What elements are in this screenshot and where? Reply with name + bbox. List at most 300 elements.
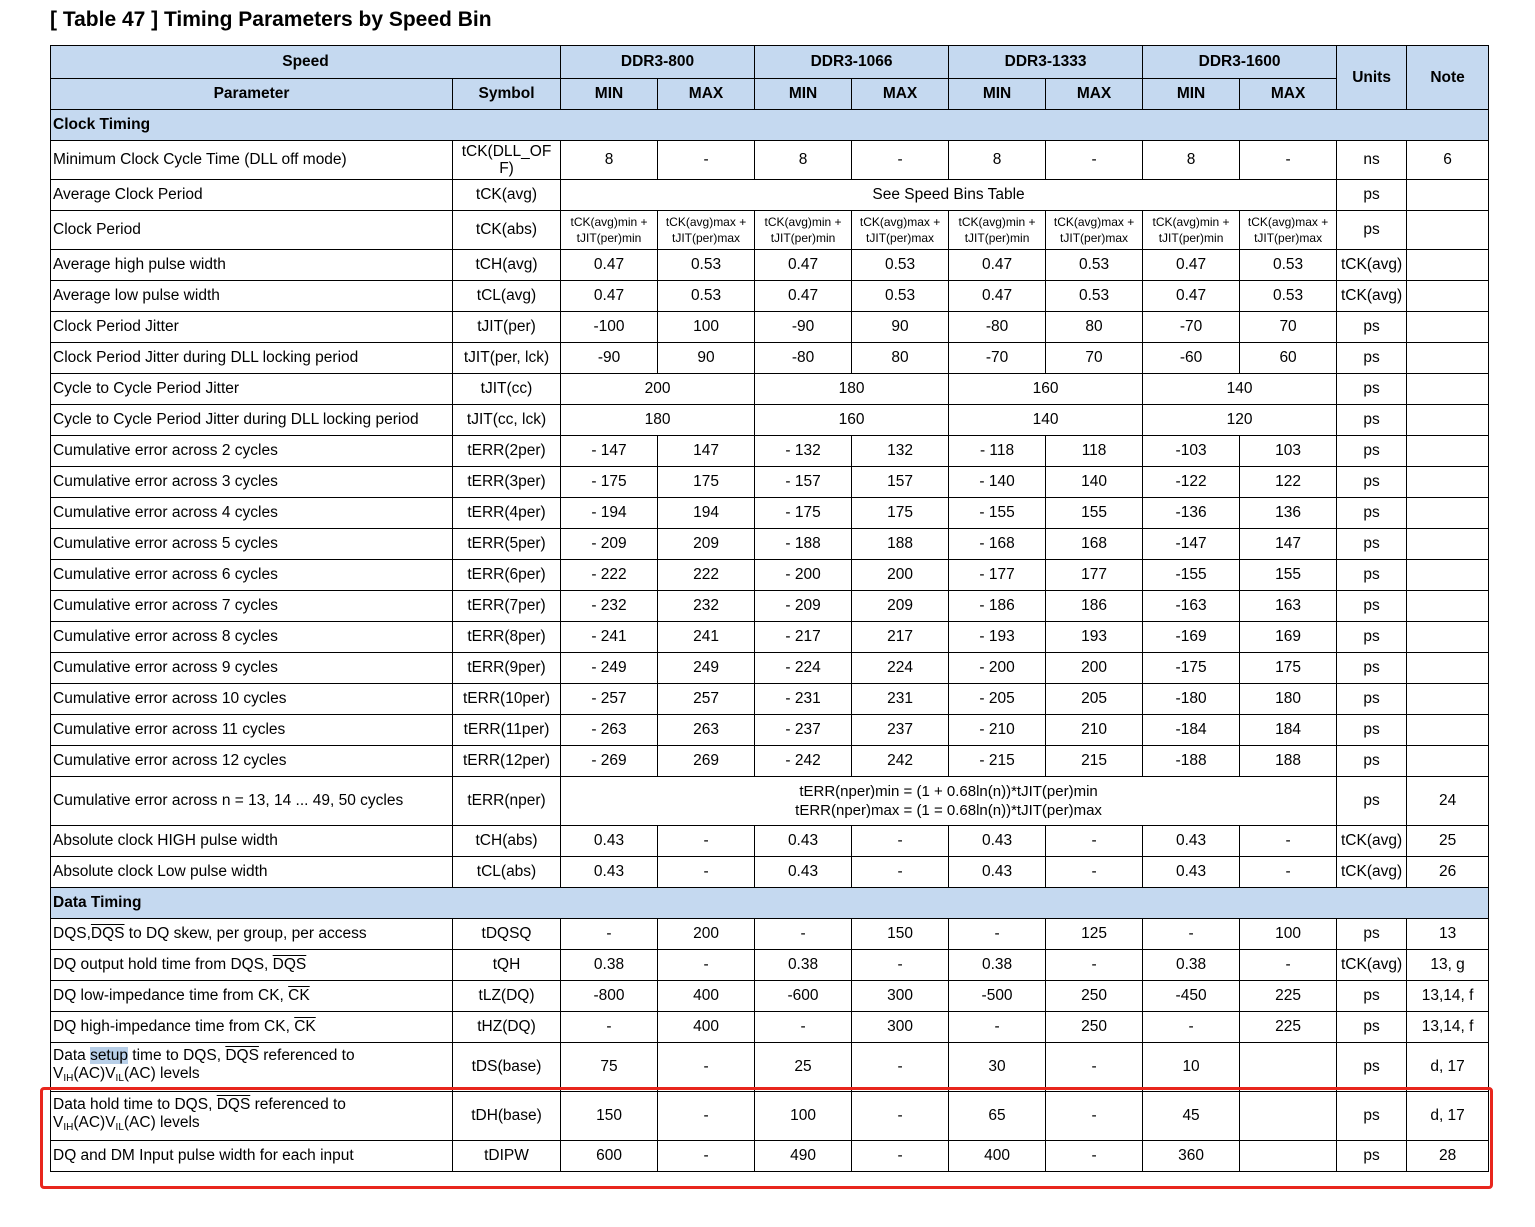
symbol-cell: tERR(12per)	[453, 746, 561, 777]
note-cell: 13,14, f	[1407, 981, 1489, 1012]
value-cell: -175	[1143, 653, 1240, 684]
value-cell: - 175	[755, 498, 852, 529]
units-cell: ps	[1337, 622, 1407, 653]
value-cell: 0.38	[561, 950, 658, 981]
value-cell: 180	[755, 374, 949, 405]
note-cell	[1407, 436, 1489, 467]
note-cell: 25	[1407, 826, 1489, 857]
note-cell: 6	[1407, 141, 1489, 180]
value-cell: -	[658, 950, 755, 981]
note-cell: 24	[1407, 777, 1489, 826]
symbol-cell: tCK(DLL_OFF)	[453, 141, 561, 180]
table-row	[51, 560, 1489, 591]
value-cell: -	[1240, 141, 1337, 180]
units-cell: ps	[1337, 436, 1407, 467]
table-row	[51, 981, 1489, 1012]
parameter-cell	[51, 1092, 453, 1141]
parameter-cell: Average high pulse width	[51, 250, 453, 281]
value-cell: - 232	[561, 591, 658, 622]
value-cell: - 231	[755, 684, 852, 715]
value-cell: -	[852, 1141, 949, 1172]
symbol-cell: tERR(11per)	[453, 715, 561, 746]
value-cell: 0.53	[1240, 250, 1337, 281]
value-cell: -	[1046, 950, 1143, 981]
value-cell: -	[1046, 1043, 1143, 1092]
units-cell: tCK(avg)	[1337, 250, 1407, 281]
value-cell: 200	[561, 374, 755, 405]
units-cell: ps	[1337, 653, 1407, 684]
value-cell: 209	[852, 591, 949, 622]
value-cell: -	[1046, 1092, 1143, 1141]
value-cell: 0.47	[755, 250, 852, 281]
symbol-cell: tLZ(DQ)	[453, 981, 561, 1012]
parameter-cell: Cumulative error across 12 cycles	[51, 746, 453, 777]
value-cell: - 186	[949, 591, 1046, 622]
table-row	[51, 250, 1489, 281]
bin-header: DDR3-1333	[949, 46, 1143, 79]
overlined-signal: $\overline{DQS}$	[90, 925, 125, 942]
value-cell: - 205	[949, 684, 1046, 715]
value-cell: 0.43	[949, 826, 1046, 857]
min-header: MIN	[1143, 79, 1240, 110]
subscript: IH	[63, 1121, 74, 1133]
formula-line: tERR(nper)min = (1 + 0.68ln(n))*tJIT(per)min	[799, 783, 1098, 800]
units-cell: ps	[1337, 1141, 1407, 1172]
note-cell	[1407, 281, 1489, 312]
units-cell: ps	[1337, 1012, 1407, 1043]
value-cell: -	[658, 1043, 755, 1092]
value-cell: 188	[1240, 746, 1337, 777]
value-cell: 0.53	[1240, 281, 1337, 312]
value-cell: 217	[852, 622, 949, 653]
value-cell: 90	[658, 343, 755, 374]
value-cell: tCK(avg)min + tJIT(per)min	[1143, 211, 1240, 250]
value-cell: 10	[1143, 1043, 1240, 1092]
value-cell: -	[1046, 141, 1143, 180]
units-cell: ps	[1337, 715, 1407, 746]
value-cell: - 215	[949, 746, 1046, 777]
units-cell: ps	[1337, 180, 1407, 211]
value-cell: 0.43	[561, 826, 658, 857]
value-cell: 8	[561, 141, 658, 180]
value-cell: 200	[852, 560, 949, 591]
units-cell: tCK(avg)	[1337, 281, 1407, 312]
value-cell: 100	[755, 1092, 852, 1141]
value-cell	[1240, 1141, 1337, 1172]
value-cell: 231	[852, 684, 949, 715]
value-cell: -	[1240, 857, 1337, 888]
table-row	[51, 343, 1489, 374]
parameter-cell: Cumulative error across 9 cycles	[51, 653, 453, 684]
parameter-cell: Clock Period Jitter during DLL locking period	[51, 343, 453, 374]
value-cell: -90	[755, 312, 852, 343]
units-cell: ps	[1337, 374, 1407, 405]
value-cell: 184	[1240, 715, 1337, 746]
value-cell: 0.47	[1143, 281, 1240, 312]
value-cell: 200	[658, 919, 755, 950]
value-cell: tCK(avg)max + tJIT(per)max	[658, 211, 755, 250]
value-cell: -188	[1143, 746, 1240, 777]
value-cell: 163	[1240, 591, 1337, 622]
value-cell: -169	[1143, 622, 1240, 653]
value-cell: 0.53	[658, 281, 755, 312]
value-cell: -	[658, 141, 755, 180]
parameter-cell: DQ and DM Input pulse width for each input	[51, 1141, 453, 1172]
note-cell	[1407, 250, 1489, 281]
value-cell: 0.38	[949, 950, 1046, 981]
note-cell	[1407, 653, 1489, 684]
text: DQ low-impedance time from CK,	[53, 987, 289, 1004]
value-cell: tCK(avg)min + tJIT(per)min	[561, 211, 658, 250]
overlined-signal: $\overline{CK}$	[294, 1018, 316, 1035]
value-cell: 120	[1143, 405, 1337, 436]
units-cell: ps	[1337, 405, 1407, 436]
symbol-cell: tDH(base)	[453, 1092, 561, 1141]
table-row	[51, 211, 1489, 250]
text: (AC) levels	[123, 1113, 200, 1131]
table-row	[51, 684, 1489, 715]
table-row	[51, 919, 1489, 950]
value-cell: 75	[561, 1043, 658, 1092]
symbol-cell: tERR(9per)	[453, 653, 561, 684]
value-cell: 0.38	[755, 950, 852, 981]
note-cell	[1407, 498, 1489, 529]
value-cell: 0.53	[1046, 250, 1143, 281]
value-cell: 155	[1046, 498, 1143, 529]
value-cell: 300	[852, 981, 949, 1012]
min-header: MIN	[755, 79, 852, 110]
table-row	[51, 888, 1489, 919]
subscript: IH	[63, 1072, 74, 1084]
value-cell: -155	[1143, 560, 1240, 591]
overlined-signal: $\overline{CK}$	[288, 987, 310, 1004]
table-row	[51, 950, 1489, 981]
value-cell: 205	[1046, 684, 1143, 715]
symbol-cell: tJIT(per)	[453, 312, 561, 343]
symbol-cell: tCL(abs)	[453, 857, 561, 888]
symbol-cell: tERR(3per)	[453, 467, 561, 498]
text: (AC)V	[73, 1113, 116, 1131]
table-row	[51, 653, 1489, 684]
value-cell: 0.43	[755, 857, 852, 888]
value-cell: -	[561, 919, 658, 950]
symbol-cell: tJIT(cc)	[453, 374, 561, 405]
units-cell: ps	[1337, 467, 1407, 498]
value-cell: 90	[852, 312, 949, 343]
units-cell: ps	[1337, 746, 1407, 777]
units-cell: ps	[1337, 312, 1407, 343]
value-cell: tCK(avg)min + tJIT(per)min	[949, 211, 1046, 250]
parameter-cell: Cumulative error across 3 cycles	[51, 467, 453, 498]
value-cell: 400	[658, 1012, 755, 1043]
value-cell: 225	[1240, 981, 1337, 1012]
value-cell: tCK(avg)min + tJIT(per)min	[755, 211, 852, 250]
value-cell: -	[949, 919, 1046, 950]
value-cell: - 222	[561, 560, 658, 591]
parameter-cell: Average low pulse width	[51, 281, 453, 312]
value-cell: - 175	[561, 467, 658, 498]
symbol-cell: tDS(base)	[453, 1043, 561, 1092]
parameter-cell: Cumulative error across 2 cycles	[51, 436, 453, 467]
symbol-cell: tDQSQ	[453, 919, 561, 950]
value-cell: 160	[755, 405, 949, 436]
symbol-cell: tHZ(DQ)	[453, 1012, 561, 1043]
units-cell: ps	[1337, 560, 1407, 591]
value-cell	[1240, 1043, 1337, 1092]
parameter-cell: Average Clock Period	[51, 180, 453, 211]
units-cell: tCK(avg)	[1337, 857, 1407, 888]
max-header: MAX	[658, 79, 755, 110]
value-cell: tCK(avg)max + tJIT(per)max	[1240, 211, 1337, 250]
parameter-cell: Absolute clock HIGH pulse width	[51, 826, 453, 857]
value-cell: - 155	[949, 498, 1046, 529]
value-cell: - 200	[949, 653, 1046, 684]
symbol-cell: tERR(7per)	[453, 591, 561, 622]
value-cell: - 194	[561, 498, 658, 529]
max-header: MAX	[852, 79, 949, 110]
value-cell: 224	[852, 653, 949, 684]
note-cell	[1407, 405, 1489, 436]
value-cell: 250	[1046, 981, 1143, 1012]
value-cell: 490	[755, 1141, 852, 1172]
parameter-cell: Minimum Clock Cycle Time (DLL off mode)	[51, 141, 453, 180]
text: V	[53, 1064, 64, 1082]
overlined-signal: $\overline{DQS}$	[216, 1095, 251, 1113]
section-clock-timing: Clock Timing	[51, 110, 1489, 141]
value-cell: 0.47	[949, 281, 1046, 312]
symbol-cell: tCK(abs)	[453, 211, 561, 250]
text: DQ output hold time from DQS,	[53, 956, 273, 973]
value-cell: 0.47	[1143, 250, 1240, 281]
value-cell: 186	[1046, 591, 1143, 622]
subscript: IL	[115, 1072, 124, 1084]
symbol-cell: tERR(6per)	[453, 560, 561, 591]
value-cell: 45	[1143, 1092, 1240, 1141]
table-row	[51, 1043, 1489, 1092]
symbol-cell: tCL(avg)	[453, 281, 561, 312]
parameter-cell: Cycle to Cycle Period Jitter during DLL locking period	[51, 405, 453, 436]
value-cell: -136	[1143, 498, 1240, 529]
value-cell: -	[852, 826, 949, 857]
note-cell	[1407, 560, 1489, 591]
value-cell: -500	[949, 981, 1046, 1012]
note-cell	[1407, 312, 1489, 343]
parameter-cell: Cumulative error across n = 13, 14 ... 49, 50 cycles	[51, 777, 453, 826]
value-cell: 0.53	[852, 250, 949, 281]
value-cell: -	[852, 1043, 949, 1092]
value-cell: 118	[1046, 436, 1143, 467]
value-cell: - 224	[755, 653, 852, 684]
value-cell: -	[755, 1012, 852, 1043]
value-cell: - 140	[949, 467, 1046, 498]
table-row	[51, 1141, 1489, 1172]
value-cell: 0.47	[561, 250, 658, 281]
symbol-cell: tCH(avg)	[453, 250, 561, 281]
value-cell: 140	[949, 405, 1143, 436]
value-cell: 263	[658, 715, 755, 746]
value-cell: 8	[1143, 141, 1240, 180]
value-cell: 232	[658, 591, 755, 622]
parameter-cell: Cumulative error across 4 cycles	[51, 498, 453, 529]
value-cell: 8	[949, 141, 1046, 180]
value-cell: 140	[1143, 374, 1337, 405]
value-cell: - 249	[561, 653, 658, 684]
bin-header: DDR3-1066	[755, 46, 949, 79]
value-cell: 188	[852, 529, 949, 560]
value-cell: -163	[1143, 591, 1240, 622]
min-header: MIN	[949, 79, 1046, 110]
value-cell: 300	[852, 1012, 949, 1043]
value-cell: 25	[755, 1043, 852, 1092]
value-cell: 125	[1046, 919, 1143, 950]
value-cell: -	[658, 1141, 755, 1172]
note-cell	[1407, 467, 1489, 498]
text: (AC)V	[73, 1064, 116, 1082]
note-cell: 26	[1407, 857, 1489, 888]
units-cell: ps	[1337, 343, 1407, 374]
note-header: Note	[1407, 46, 1489, 110]
value-cell: -	[561, 1012, 658, 1043]
value-cell: - 147	[561, 436, 658, 467]
value-cell: -600	[755, 981, 852, 1012]
table-row	[51, 777, 1489, 826]
symbol-header: Symbol	[453, 79, 561, 110]
value-cell: -	[852, 857, 949, 888]
subscript: IL	[115, 1121, 124, 1133]
value-cell: 0.47	[949, 250, 1046, 281]
formula-cell	[561, 777, 1337, 826]
value-cell: -180	[1143, 684, 1240, 715]
units-cell: tCK(avg)	[1337, 826, 1407, 857]
units-cell: ps	[1337, 529, 1407, 560]
value-cell: -	[1046, 857, 1143, 888]
value-cell: 360	[1143, 1141, 1240, 1172]
value-cell: - 269	[561, 746, 658, 777]
value-cell: -	[1240, 826, 1337, 857]
value-cell: 242	[852, 746, 949, 777]
note-cell: d, 17	[1407, 1043, 1489, 1092]
value-cell: - 157	[755, 467, 852, 498]
overlined-signal: $\overline{DQS}$	[272, 956, 307, 973]
symbol-cell: tJIT(cc, lck)	[453, 405, 561, 436]
symbol-cell: tERR(10per)	[453, 684, 561, 715]
parameter-cell: Cumulative error across 5 cycles	[51, 529, 453, 560]
value-cell: 132	[852, 436, 949, 467]
units-cell: ns	[1337, 141, 1407, 180]
value-cell: 136	[1240, 498, 1337, 529]
text: Data hold time to DQS,	[53, 1095, 217, 1113]
note-cell: 13	[1407, 919, 1489, 950]
value-cell: -60	[1143, 343, 1240, 374]
value-cell: -	[1143, 1012, 1240, 1043]
value-cell: 0.53	[852, 281, 949, 312]
text: V	[53, 1113, 64, 1131]
value-cell: - 168	[949, 529, 1046, 560]
parameter-cell: Clock Period	[51, 211, 453, 250]
table-body	[51, 110, 1489, 1172]
symbol-cell: tCK(avg)	[453, 180, 561, 211]
value-cell: 175	[852, 498, 949, 529]
value-cell: - 242	[755, 746, 852, 777]
parameter-cell: Cumulative error across 7 cycles	[51, 591, 453, 622]
value-cell: -	[658, 826, 755, 857]
value-cell: -80	[949, 312, 1046, 343]
value-cell: 70	[1046, 343, 1143, 374]
value-cell: -70	[949, 343, 1046, 374]
value-cell: - 193	[949, 622, 1046, 653]
value-cell: 150	[561, 1092, 658, 1141]
value-cell: 400	[658, 981, 755, 1012]
value-cell: 155	[1240, 560, 1337, 591]
value-cell: - 257	[561, 684, 658, 715]
value-cell: 175	[658, 467, 755, 498]
value-cell: tCK(avg)max + tJIT(per)max	[852, 211, 949, 250]
parameter-cell: Cumulative error across 8 cycles	[51, 622, 453, 653]
text: referenced to	[258, 1046, 355, 1064]
value-cell	[1240, 1092, 1337, 1141]
value-cell: 0.47	[561, 281, 658, 312]
note-cell	[1407, 746, 1489, 777]
section-data-timing: Data Timing	[51, 888, 1489, 919]
value-cell: 169	[1240, 622, 1337, 653]
note-cell	[1407, 211, 1489, 250]
parameter-cell	[51, 981, 453, 1012]
value-cell: - 209	[755, 591, 852, 622]
value-cell: - 132	[755, 436, 852, 467]
formula-line: tERR(nper)max = (1 = 0.68ln(n))*tJIT(per)max	[795, 802, 1102, 819]
value-cell: -	[658, 1092, 755, 1141]
note-cell: 13,14, f	[1407, 1012, 1489, 1043]
table-row	[51, 467, 1489, 498]
parameter-cell: Absolute clock Low pulse width	[51, 857, 453, 888]
note-cell	[1407, 529, 1489, 560]
table-title: [ Table 47 ] Timing Parameters by Speed Bin	[50, 8, 492, 31]
table-row	[51, 498, 1489, 529]
value-cell: - 118	[949, 436, 1046, 467]
table-row	[51, 746, 1489, 777]
symbol-cell: tERR(nper)	[453, 777, 561, 826]
value-cell: 157	[852, 467, 949, 498]
value-cell: 0.53	[658, 250, 755, 281]
value-cell: 8	[755, 141, 852, 180]
parameter-cell: Clock Period Jitter	[51, 312, 453, 343]
value-cell: -	[852, 1092, 949, 1141]
text: (AC) levels	[123, 1064, 200, 1082]
table-row	[51, 436, 1489, 467]
symbol-cell: tQH	[453, 950, 561, 981]
text: DQS,	[53, 925, 91, 942]
value-cell: 65	[949, 1092, 1046, 1141]
value-cell: -	[1046, 1141, 1143, 1172]
value-cell: 140	[1046, 467, 1143, 498]
value-cell: 0.43	[1143, 826, 1240, 857]
note-cell	[1407, 622, 1489, 653]
note-cell	[1407, 684, 1489, 715]
value-cell: - 241	[561, 622, 658, 653]
value-cell: -80	[755, 343, 852, 374]
max-header: MAX	[1046, 79, 1143, 110]
units-cell: ps	[1337, 777, 1407, 826]
units-cell: ps	[1337, 981, 1407, 1012]
value-cell: -70	[1143, 312, 1240, 343]
value-cell: -	[1240, 950, 1337, 981]
note-cell: 13, g	[1407, 950, 1489, 981]
parameter-cell	[51, 950, 453, 981]
value-cell: tCK(avg)max + tJIT(per)max	[1046, 211, 1143, 250]
value-cell: 180	[1240, 684, 1337, 715]
text: to DQ skew, per group, per access	[124, 925, 367, 942]
value-cell: -450	[1143, 981, 1240, 1012]
